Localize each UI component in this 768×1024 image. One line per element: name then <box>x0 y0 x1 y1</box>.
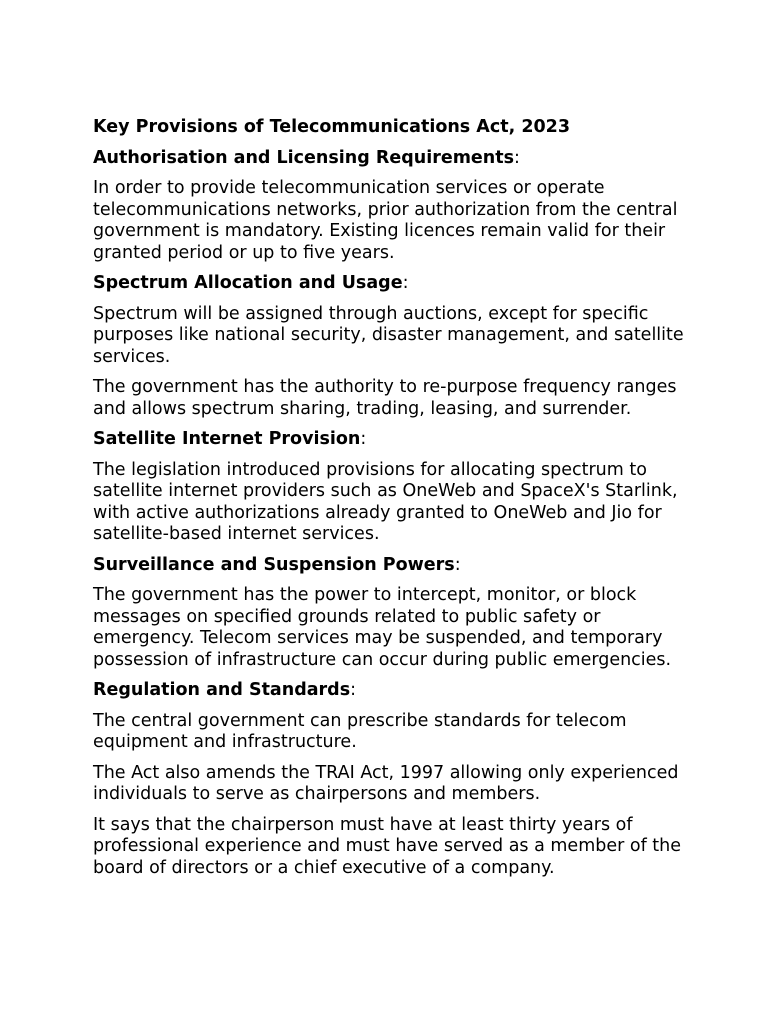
heading-colon: : <box>454 554 461 575</box>
heading-colon: : <box>402 273 409 293</box>
paragraph: In order to provide telecommunication services or operate telecommunications networks, prior authorization from the central government is mandatory. Existing licences remain valid for their granted period or up to five years. <box>93 178 678 263</box>
section-heading-text: Surveillance and Suspension Powers <box>93 554 455 575</box>
heading-colon: : <box>350 680 357 700</box>
paragraph: The Act also amends the TRAI Act, 1997 allowing only experienced individuals to serve as chairpersons and members. <box>93 762 679 804</box>
heading-colon: : <box>360 429 367 449</box>
paragraph: The central government can prescribe standards for telecom equipment and infrastructure. <box>93 710 627 752</box>
section-heading-text: Satellite Internet Provision <box>93 429 361 449</box>
document-page <box>93 117 693 888</box>
section-heading-authorisation <box>93 148 693 170</box>
paragraph: The legislation introduced provisions for allocating spectrum to satellite internet providers such as OneWeb and SpaceX's Starlink, with active authorizations already granted to OneWeb and Jio for satellite-based internet services. <box>93 459 678 544</box>
paragraph: It says that the chairperson must have at least thirty years of professional experience and must have served as a member of the board of directors or a chief executive of a company. <box>93 814 682 878</box>
heading-colon: : <box>514 147 520 168</box>
section-heading-text: Authorisation and Licensing Requirements <box>93 147 515 168</box>
paragraph: The government has the power to intercept, monitor, or block messages on specified grounds related to public safety or emergency. Telecom services may be suspended, and temporary possession of infrastructure can occur during public emergencies. <box>93 585 672 670</box>
document-title-text: Key Provisions of Telecommunications Act, 2023 <box>93 117 571 137</box>
section-heading-regulation <box>93 680 693 702</box>
section-heading-surveillance <box>93 555 693 577</box>
section-heading-text: Spectrum Allocation and Usage <box>93 273 403 293</box>
paragraph: Spectrum will be assigned through auctions, except for specific purposes like national security, disaster management, and satellite services. <box>93 303 684 367</box>
section-heading-satellite <box>93 429 693 451</box>
paragraph: The government has the authority to re-purpose frequency ranges and allows spectrum sharing, trading, leasing, and surrender. <box>93 377 677 419</box>
section-heading-text: Regulation and Standards <box>93 680 351 700</box>
document-title <box>93 117 693 139</box>
section-heading-spectrum <box>93 273 693 295</box>
